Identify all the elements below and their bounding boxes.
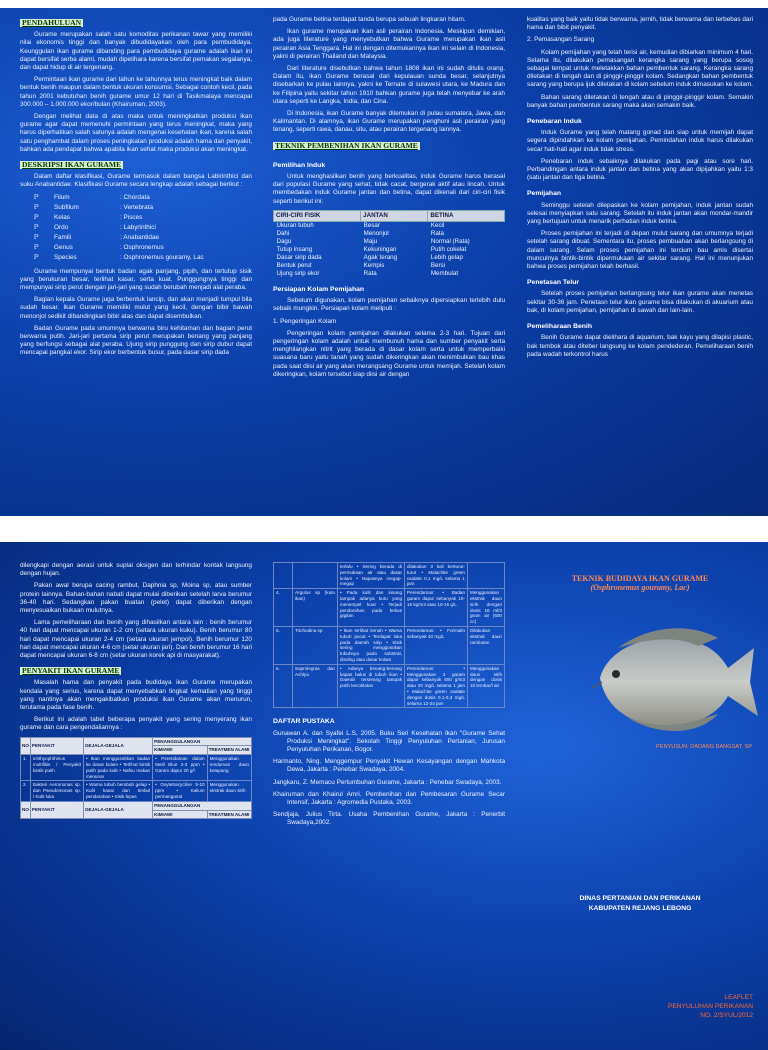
section-heading-teknik: TEKNIK PEMBENIHAN IKAN GURAME xyxy=(275,140,418,150)
list-item: 2. Pemasangan Sarang xyxy=(527,36,595,44)
table-row: 4. Argulus sp (kutu ikan) • Pada kulit dan insang tampak adanya kutu yang menempel kuat • Terjadi pendarahan pada bekas gigitan Perendaman: • Badan garam dapur sebanyak 10-15 kg/m3 atau 10-15 g/L Menggunakan ekstrak daun sirih dengan dosis 16 ml/3 gram air (600 cc) xyxy=(274,589,505,627)
table-header: GEJALA-GEJALA xyxy=(83,737,152,755)
agency-line-2: KABUPATEN REJANG LEBONG xyxy=(588,905,692,912)
classification-row: ℙ Species : Osphronemus gouramy, Lac xyxy=(34,253,204,261)
paragraph: Penebaran induk sebaiknya dilakukan pada pagi atau sore hari. Perbandingan antara induk jantan dan betina yang akan dipijahkan yaitu 1:3 (satu jantan dan tiga betina. xyxy=(527,157,753,182)
list-item: 1. Pengeringan Kolam xyxy=(273,317,337,325)
table-header: PENYAKIT xyxy=(30,737,83,755)
paragraph: Ikan gurame merupakan ikan asli perairan Indonesia. Meskipun demikian, ada juga literature yang menyebutkan bahwa Gurame merupakan ikan asli perairan Asia Tenggara. Hal ini dengan ditemukannya ikan ini selain di Indonesia, yakni di perairan Thailand dan Malaysia. xyxy=(273,28,505,60)
subheading: DAFTAR PUSTAKA xyxy=(273,718,335,726)
cover-title-latin: (Osphronemus gouramy, Lac) xyxy=(590,583,690,592)
section-heading-deskripsi: DESKRIPSI IKAN GURAME xyxy=(22,160,122,170)
subheading: Persiapan Kolam Pemijahan xyxy=(273,286,365,294)
classification-row: ℙ Genus : Osphronemus xyxy=(34,243,164,251)
section-heading-pendahuluan: PENDAHULUAN xyxy=(22,18,82,27)
table-row: Bentuk perut Kempis Bersi xyxy=(276,262,445,270)
table-header: GEJALA-GEJALA xyxy=(83,801,152,819)
table-row: 5. Trichodina sp • Ikan terlihat lemah • Warna tubuh pucat • Terdapat luka pada daerah sirip • Sisik sering menggosokan tubuhnya pada substrat, dinding atau dasar kolam Perendaman: • Formalin sebanyak 40 mg/L Dilakukan ekstrak daun rambutan xyxy=(274,626,505,664)
paragraph: Dari literature disebutkan bahwa tahun 1808 ikan ini sudah ditulis orang. Dalam itu, ikan Gurame berasal dari kepulauan sunda besar, selanjutnya disebarkan ke pulau lainnya, yakni ke Ternate di sulawesi utara, ke Madura dan ke Filipina yaitu sekitar tahun 1910 bahkan gurame juga telah menyebar ke arah utara seperti ke Langka, India, dan Cina. xyxy=(273,65,505,105)
paragraph: Masalah hama dan penyakit pada budidaya ikan Gurame merupakan kendala yang serius, karena dapat menyebabkan tingkat kematian yang tinggi yang nantinya akan mengakibatkan produksi ikan Gurame akan menurun, terutama pada fase benih. xyxy=(20,679,252,712)
leaflet-label xyxy=(587,993,753,1020)
paragraph: Di Indonesia, ikan Gurame banyak ditemukan di pulau sumatera, Jawa, dan Kalimantan. Di alamnya, ikan Gurame merupakan penghuni asli perairan yang tenang, seperti rawa, danau, situ, atau perairan tergenang lainnya. xyxy=(273,110,505,134)
paragraph: Gurame mempunyai bentuk badan agak panjang, pipih, dan tertutup sisik yang berukuran besar, terlihat kasar, serta kuat. Punggungnya tinggi dan mempunyai sirip perut dengan jari-jari yang sudah berubah menjadi alat peraba. xyxy=(20,267,252,292)
paragraph: Pengeringan kolam pemijahan dilakukan selama 2-3 hari. Tujuan dari pengeringan kolam adalah untuk membunuh hama dan sumber penyakit serta menghilangkan nitrit yang berada di dasar kolam serta untuk memperbaiki suasana baru yaitu tanah yang sudah dikeringkan akan menimbulkan bau khas pada saat diisi air yang akan merangsang Gurame untuk memijah. Setelah kolam dikeringkan, kolam tersebut siap diisi air dengan xyxy=(273,329,505,378)
leaflet-inner-page xyxy=(0,8,768,516)
table-header: PENYAKIT xyxy=(30,801,83,819)
paragraph: Proses pemijahan ini terjadi di depan mulut sarang dan umumnya terjadi setelah sarang dibuat. Sementara itu, proses pembuahan akan berlangsung di dalam sarang. Selam proses pemijahan ini tercium bau amis disertai munculnya bintik-bintik dipermukaan air sekitar sarang. Hal ini menunjukan bahwa proses pemijahan telah berhasil. xyxy=(527,230,753,271)
paragraph: Sebelum digunakan, kolam pemijahan sebaiknya dipersiapkan terlebih dulu sebaik mungkin. Persiapan kolam meliputi : xyxy=(273,297,505,313)
table-header: PENANGGULANGAN xyxy=(153,801,252,810)
table-row: 6. Saprolegnia dan Achlya • Adanya benang-benang kapas halus di tubuh ikan • Daerah terserang tampak putih kecoklatan Perendaman: • Menggunakan 3 garam dapur sebanyak 800 g/m3 atau 20 mg/L selama 1 jam • Malachite green oxalate dengan dosis 0,1-0,3 mg/L selama 12-24 jam Menggunakan daun sirih dengan dosis 10 lembar/l air xyxy=(274,664,505,708)
table-header: NO xyxy=(21,801,31,819)
author-credit: PENYUSUN: DADANG BANGSAT, SP xyxy=(656,744,752,750)
table-header: TREATMEN ALAMI xyxy=(207,746,251,755)
leaflet-label-line-3: NO. 2/SYUL/2012 xyxy=(700,1012,753,1019)
sex-characteristics-table xyxy=(273,210,505,278)
agency-name xyxy=(527,894,753,914)
table-header: KIMIAWI xyxy=(153,810,207,819)
column-4 xyxy=(20,562,252,819)
page-gap xyxy=(0,516,768,542)
reference-item: Khairuman dan Khairul Amri. Pembenihan dan Pembesaran Gurame Secar Intensif, Jakarta : Agromedia Pustaka, 2003. xyxy=(273,790,505,806)
column-1 xyxy=(20,16,252,362)
gourami-fish-photo-icon xyxy=(578,618,762,744)
classification-row: ℙ Ordo : Labyrinthici xyxy=(34,223,156,231)
paragraph: Setelah proses pemijahan berlangsung telur ikan gurame akan menetas sekitar 30-36 jam. Penetasn telur ikan gurame bisa dilakukan di akuarium atau bak, di kolam pemijahan, pemijahan di sawah dan lain-lain. xyxy=(527,290,753,314)
cover-title xyxy=(527,574,753,592)
disease-table-continued xyxy=(273,562,505,708)
reference-item: Jangkaru, Z. Memacu Pertumbuhan Gurame, Jakarta : Penebar Swadaya, 2003. xyxy=(273,778,502,786)
subheading: Penebaran Induk xyxy=(527,118,582,126)
classification-row: ℙ Kelas : Pisces xyxy=(34,213,143,221)
paragraph: pada Gurame betina terdapat tanda berupa sebuah lingkaran hitam. xyxy=(273,16,466,23)
table-row: Dagu Maju Normal (Rata) xyxy=(276,238,470,246)
table-row: terlalu • Sering berada di permukaan air atau dasar kolam • Napasnya megap-megap dilakukan 3 kali berturut-turut • Malachite green oxalate 0,1 mg/L selama 1 jam xyxy=(274,563,505,589)
table-row: Ukuran tubuh Besar Kecil xyxy=(276,222,445,230)
paragraph: Kolam pemijahan yang telah terisi air, kemudian dibiarkan minimum 4 hari. Selama itu, dilakukan pemasangan kerangka sarang yang berupa sosog sebagai tempat untuk meletakkan bahan pembentuk sarang. Kerangka sarang diletakan di tengah dan di pinggir-pinggir kolam. Sedangkan bahan pembentuk sarang yang berupa ijuk diletakan di kolam sebelum induk dimasukan ke kolam. xyxy=(527,48,753,89)
table-header: JANTAN xyxy=(361,210,428,221)
paragraph: Dengan melihat data di atas maka untuk meningkatkan produksi ikan gurame agar dapat memenuhi permintaan yang terus meningkat, maka yang harus diperhatikan salah satunya adalah mengenai kesehatan ikan, karena salah satu penghambat dalam proses peningkatan produksi adalah hama dan penyakit, bahkan ada pendapat bahwa apabila ikan sehat maka produksi akan meningkat. xyxy=(20,113,252,153)
subheading: Penetasan Telur xyxy=(527,279,580,287)
paragraph: Pakan awal berupa cacing rambut, Daphnia sp, Moina sp, atau sumber protein lainnya. Bahan-bahan nabati dapat mulai diberikan setelah larva berumur 36-40 hari. Sedangkan pakan buatan (pelet) dapat diberikan dengan menyesuaikan bukaan mulutnya. xyxy=(20,582,252,615)
paragraph: dilengkapi dengan aerasi untuk suplai oksigen dan terhindar kontak langsung dengan hujan. xyxy=(20,562,252,578)
leaflet-outer-page xyxy=(0,542,768,1050)
table-header: NO xyxy=(21,737,31,755)
table-header: BETINA xyxy=(428,210,505,221)
leaflet-label-line-2: PENYULUHAN PERIKANAN xyxy=(667,1003,753,1010)
table-header: PENANGGULANGAN xyxy=(153,737,252,746)
reference-item: Sendjaja, Julius Tirta. Usaha Pembenihan Gurame, Jakarta : Penerbit Swadaya,2002. xyxy=(273,811,505,827)
column-2 xyxy=(273,16,505,383)
table-header: CIRI-CIRI FISIK xyxy=(274,210,361,221)
classification-row: ℙ Famili : Anabantidae xyxy=(34,233,160,241)
classification-list xyxy=(34,194,252,264)
disease-table xyxy=(20,737,252,820)
paragraph: Bahan sarang diletakan di tengah atau di pinggir-pinggir kolam. Semakin banyak bahan pembentuk sarang maka akan semakin baik. xyxy=(527,93,753,109)
classification-row: ℙ Filum : Chordata xyxy=(34,193,150,201)
subheading: Pemijahan xyxy=(527,190,561,198)
section-heading-penyakit: PENYAKIT IKAN GURAME xyxy=(22,666,120,676)
table-row: Ujung sirip ekor Rata Membulat xyxy=(276,270,459,278)
agency-line-1: DINAS PERTANIAN DAN PERIKANAN xyxy=(579,895,701,902)
reference-item: Harmanto, Ning. Menggempur Penyakit Hewan Kesayangan dengan Mahkota Dewa, Jakarta : Penebar Swadaya, 2004. xyxy=(273,758,505,774)
cover-title-main: TEKNIK BUDIDAYA IKAN GURAME xyxy=(571,574,709,583)
paragraph: Induk Gurame yang telah matang gonad dan siap untuk memijah dapat segera dipindahkan ke kolam pemijahan. Pemindahan induk harus dilakukan secar hati-hati agar induk tidak stress. xyxy=(527,129,753,153)
classification-row: ℙ Subfilum : Vertebrata xyxy=(34,203,154,211)
paragraph: kualitas yang baik yaitu tidak berwarna, jernih, tidak berwarna dan terbebas dari hama dan bibit penyakit. xyxy=(527,16,753,32)
column-5 xyxy=(273,562,505,832)
paragraph: Benih Gurame dapat dielihara di aquarium, bak kayu yang dilapisi plastic, bak tembok atau diteber langsung ke kolam pendederan. Pemeliharaan benih pada wadah terkontrol harus xyxy=(527,334,753,358)
paragraph: Gurame merupakan salah satu komoditas perikanan tawar yang memiliki nilai ekonomis tinggi dan banyak dibudidayakan oleh para pembudidaya. Keunggulan ikan gurame dibanding para pembudidaya gurame adalah ikan ini dapat bersifat serba alami, mudah dipelihara karena bersifat pemakan segalanya, dan dapat hidup di air tergenang. xyxy=(20,31,252,72)
table-row: Tutup insang Kekuningan Putih cokelat xyxy=(276,246,467,254)
paragraph: Dalam daftar klasifikasi, Gurame termasuk dalam bangsa Labirinthici dan suku Anabantidae. Klasifikasi Gurame secara lengkap adalah sebagai berikut : xyxy=(20,173,252,189)
table-row: Dasar sirip dada Agak terang Lebih gelap xyxy=(276,254,463,262)
leaflet-label-line-1: LEAFLET xyxy=(724,994,753,1001)
paragraph: Bagian kepala Gurame juga berbentuk lancip, dan akan menjadi tumpul bila sudah besar. Ikan Gurame memiliki mulut yang kecil, dengan bibir bawah menonjol sedikit dibandingkan bibir atas dan dapat disembulkan. xyxy=(20,296,252,320)
table-row: Dahi Menonjol Rata xyxy=(276,230,444,238)
table-row: 2. Bakteri Aeromonas sp. dan Pseudomonas sp. / Kulit luka • Warna tubuh berubah gelap • Kulit kasar dan timbul pendarahan • Sisik lepas • Oxytetracycline 5-10 ppm • Kalium permanganat Menggunakan ekstrak daun sirih xyxy=(21,781,252,801)
subheading: Pemeliharaan Benih xyxy=(527,323,592,331)
table-header: TREATMEN ALAMI xyxy=(207,810,251,819)
paragraph: Berikut ini adalah tabel beberapa penyakit yang sering menyerang ikan gurame dan cara pengendaliannya : xyxy=(20,716,252,732)
table-header: KIMIAWI xyxy=(153,746,207,755)
paragraph: Untuk menghasilkan benih yang berkualitas, induk Gurame harus berasal dari populasi Gurame yang sehat, tidak cacat, bergerak aktif atau lincah. Untuk membedakan induk Gurame jantan dan betina, dapat dikenali dari ciri-ciri fisik seperti berikut ini: xyxy=(273,173,505,205)
reference-item: Gunawan A. dan Syafei L.S, 2005. Buku Seri Kesehatan Ikan "Gurame Sehat Produksi Meningkat". Sekolah Tinggi Penyuluhan Pertanian, Jurusan Penyuluhan Perikanan, Bogor. xyxy=(273,729,505,753)
column-3 xyxy=(527,16,753,363)
table-row: 1. Ichthyophthirius multifiliis / Penyakit bintik putih • Ikan menggosokkan badan ke dasar kolam • Terlihat bintik putih pada kulit • Nafsu makan menurun • Perendaman dalam Metil Blue 2-3 ppm • Garam dapur 20 g/l Menggunakan rendaman daun ketapang xyxy=(21,755,252,781)
paragraph: Permintaan ikan gurame dari tahun ke tahunnya terus meningkat baik dalam bentuk benih maupun dalam bentuk ukuran konsumsi. Sebagai contoh kecil, pada tahun 2001 kebutuhan benih gurame umur 12 hari di Tasikmalaya mencapai 300.000 – 1.000.000 ekor/bulan (Khairuman, 2003). xyxy=(20,76,252,108)
subheading: Pemilihan Induk xyxy=(273,161,326,169)
paragraph: Seminggu setelah dilepaskan ke kolam pemijahan, induk jantan sudah selesai menyiapkan satu sarang. Setelah itu induk jantan akan mondar-mandir yang bertujuan untuk menarik perhatian induk betina. xyxy=(527,201,753,226)
paragraph: Lama pemeliharaan dan benih yang dihasilkan antara lain : benih berumur 40 hari dapat mencapai ukuran 1-2 cm (setara ukuran kuku). Benih berumur 80 hari dapat mencapai ukuran 2-4 cm (setara ukuran jempol). Benih berumur 120 hari dapat mencapai ukuran 4-6 cm (setar ukuran jari). Dan benih berumur 16 hari dapat mencapai ukuran 6-8 cm (setar ukuran korek api di masyarakat). xyxy=(20,619,252,660)
paragraph: Badan Gurame pada umumnya berwarna biru kehitaman dan bagian perut berwarna putih. Jari-jari pertama sirip perut merupakan benang yang panjang yang berfungsi sebagai alat peraba. Ujung sirip punggung dan sirip dubur dapat mencapai pangkal ekor. Sirip ekor berbentuk busur, pada dasar sirip dada xyxy=(20,324,252,357)
